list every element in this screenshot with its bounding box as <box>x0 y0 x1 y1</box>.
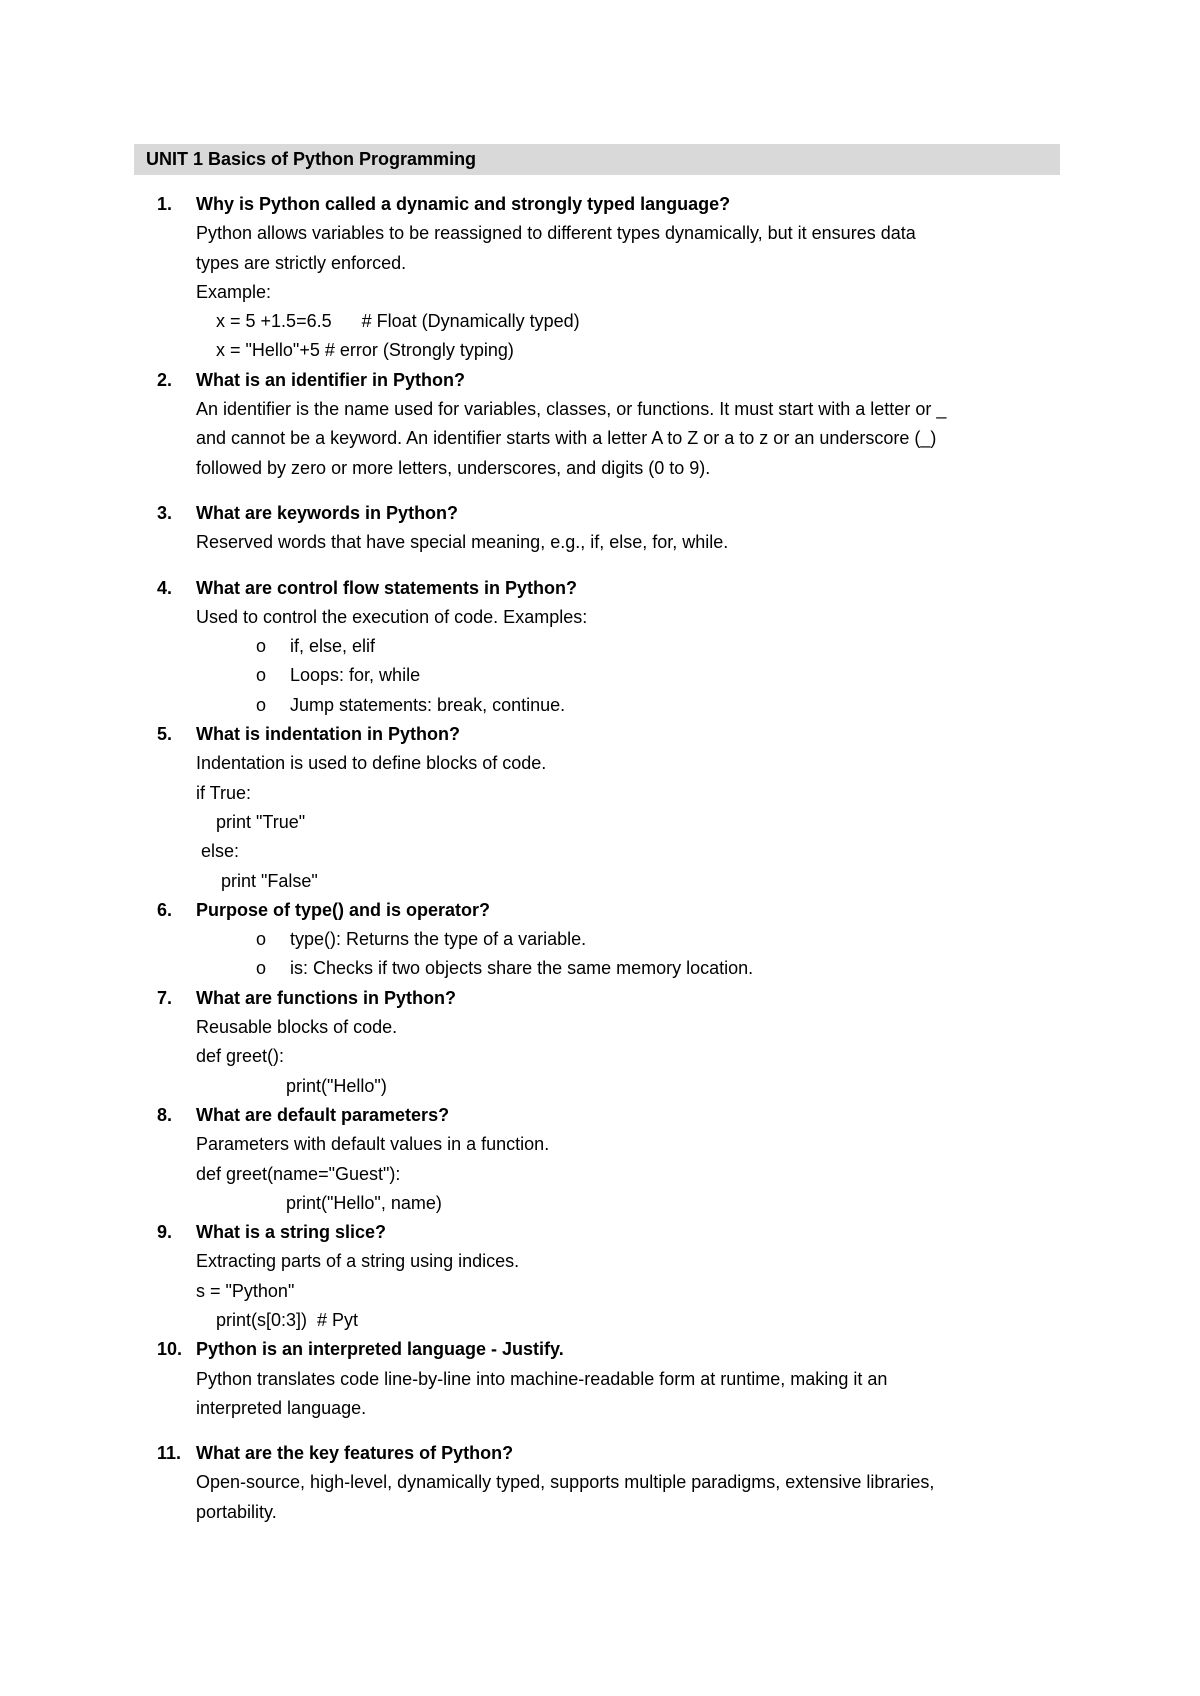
question-item-7 <box>134 984 1074 1101</box>
answer-line: An identifier is the name used for variables, classes, or functions. It must start with a letter or _ <box>196 399 947 420</box>
answer-line: and cannot be a keyword. An identifier starts with a letter A to Z or a to z or an underscore (_) <box>196 428 937 449</box>
code-line: def greet(): <box>196 1046 285 1067</box>
question-item-9 <box>134 1218 1074 1335</box>
question-number: 5. <box>157 724 173 745</box>
answer-line: Indentation is used to define blocks of code. <box>196 753 547 774</box>
question-title: What are functions in Python? <box>196 987 456 1008</box>
question-title: What is an identifier in Python? <box>196 369 466 390</box>
question-item-10 <box>134 1335 1074 1423</box>
code-line: x = 5 +1.5=6.5 # Float (Dynamically typed) <box>196 311 580 332</box>
answer-line: Open-source, high-level, dynamically typed, supports multiple paradigms, extensive libraries, <box>196 1472 935 1493</box>
question-number: 7. <box>157 987 173 1008</box>
question-title: What are the key features of Python? <box>196 1443 514 1464</box>
answer-line: followed by zero or more letters, underscores, and digits (0 to 9). <box>196 457 711 478</box>
question-title: Python is an interpreted language - Justify. <box>196 1339 564 1360</box>
bullet-text: if, else, elif <box>290 636 376 657</box>
question-item-4 <box>134 574 1074 720</box>
code-line: if True: <box>196 782 252 803</box>
code-line: def greet(name="Guest"): <box>196 1163 401 1184</box>
bullet-text: Loops: for, while <box>290 665 421 686</box>
question-title: What is indentation in Python? <box>196 724 460 745</box>
code-line: x = "Hello"+5 # error (Strongly typing) <box>196 340 514 361</box>
answer-line: portability. <box>196 1501 277 1522</box>
question-number: 10. <box>157 1339 183 1360</box>
bullet-item <box>196 925 1074 954</box>
bullet-text: is: Checks if two objects share the same memory location. <box>290 958 754 979</box>
question-title: What are default parameters? <box>196 1104 450 1125</box>
bullet-marker: o <box>256 636 267 657</box>
bullet-text: type(): Returns the type of a variable. <box>290 929 587 950</box>
answer-line: interpreted language. <box>196 1397 367 1418</box>
question-title: Why is Python called a dynamic and strongly typed language? <box>196 194 731 214</box>
question-item-8 <box>134 1101 1074 1218</box>
bullet-marker: o <box>256 665 267 686</box>
question-item-5 <box>134 720 1074 896</box>
code-line: print("Hello") <box>196 1075 387 1096</box>
question-number: 8. <box>157 1104 173 1125</box>
question-number: 4. <box>157 577 173 598</box>
bullet-marker: o <box>256 694 267 715</box>
question-number: 6. <box>157 899 173 920</box>
code-line: print "False" <box>196 870 318 891</box>
bullet-marker: o <box>256 929 267 950</box>
code-line: print("Hello", name) <box>196 1192 442 1213</box>
code-line: print "True" <box>196 811 306 832</box>
bullet-item <box>196 691 1074 720</box>
question-number: 1. <box>157 194 173 214</box>
bullet-text: Jump statements: break, continue. <box>290 694 566 715</box>
answer-line: Parameters with default values in a function. <box>196 1134 550 1155</box>
code-line: print(s[0:3]) # Pyt <box>196 1309 359 1330</box>
bullet-item <box>196 632 1074 661</box>
code-line: s = "Python" <box>196 1280 295 1301</box>
bullet-item <box>196 954 1074 983</box>
answer-line: Used to control the execution of code. Examples: <box>196 606 588 627</box>
answer-line: Extracting parts of a string using indices. <box>196 1251 520 1272</box>
question-title: What are control flow statements in Python? <box>196 577 578 598</box>
question-item-3 <box>134 499 1074 558</box>
question-title: What is a string slice? <box>196 1222 387 1243</box>
question-item-11 <box>134 1439 1074 1527</box>
answer-line: Python translates code line-by-line into machine-readable form at runtime, making it an <box>196 1368 888 1389</box>
question-list <box>134 190 1074 1527</box>
bullet-marker: o <box>256 958 267 979</box>
question-number: 11. <box>157 1443 182 1464</box>
question-item-2 <box>134 366 1074 483</box>
question-title: Purpose of type() and is operator? <box>196 899 491 920</box>
bullet-item <box>196 661 1074 690</box>
answer-line: types are strictly enforced. <box>196 252 407 273</box>
unit-title: UNIT 1 Basics of Python Programming <box>134 144 1060 175</box>
question-number: 9. <box>157 1222 173 1243</box>
question-item-1 <box>134 190 1074 366</box>
question-number: 3. <box>157 502 173 523</box>
answer-line: Example: <box>196 281 272 302</box>
answer-line: Reusable blocks of code. <box>196 1017 398 1038</box>
question-number: 2. <box>157 369 173 390</box>
answer-line: Python allows variables to be reassigned to different types dynamically, but it ensures data <box>196 223 916 244</box>
code-line: else: <box>196 841 240 862</box>
question-item-6 <box>134 896 1074 984</box>
question-title: What are keywords in Python? <box>196 502 459 523</box>
answer-line: Reserved words that have special meaning, e.g., if, else, for, while. <box>196 532 729 553</box>
